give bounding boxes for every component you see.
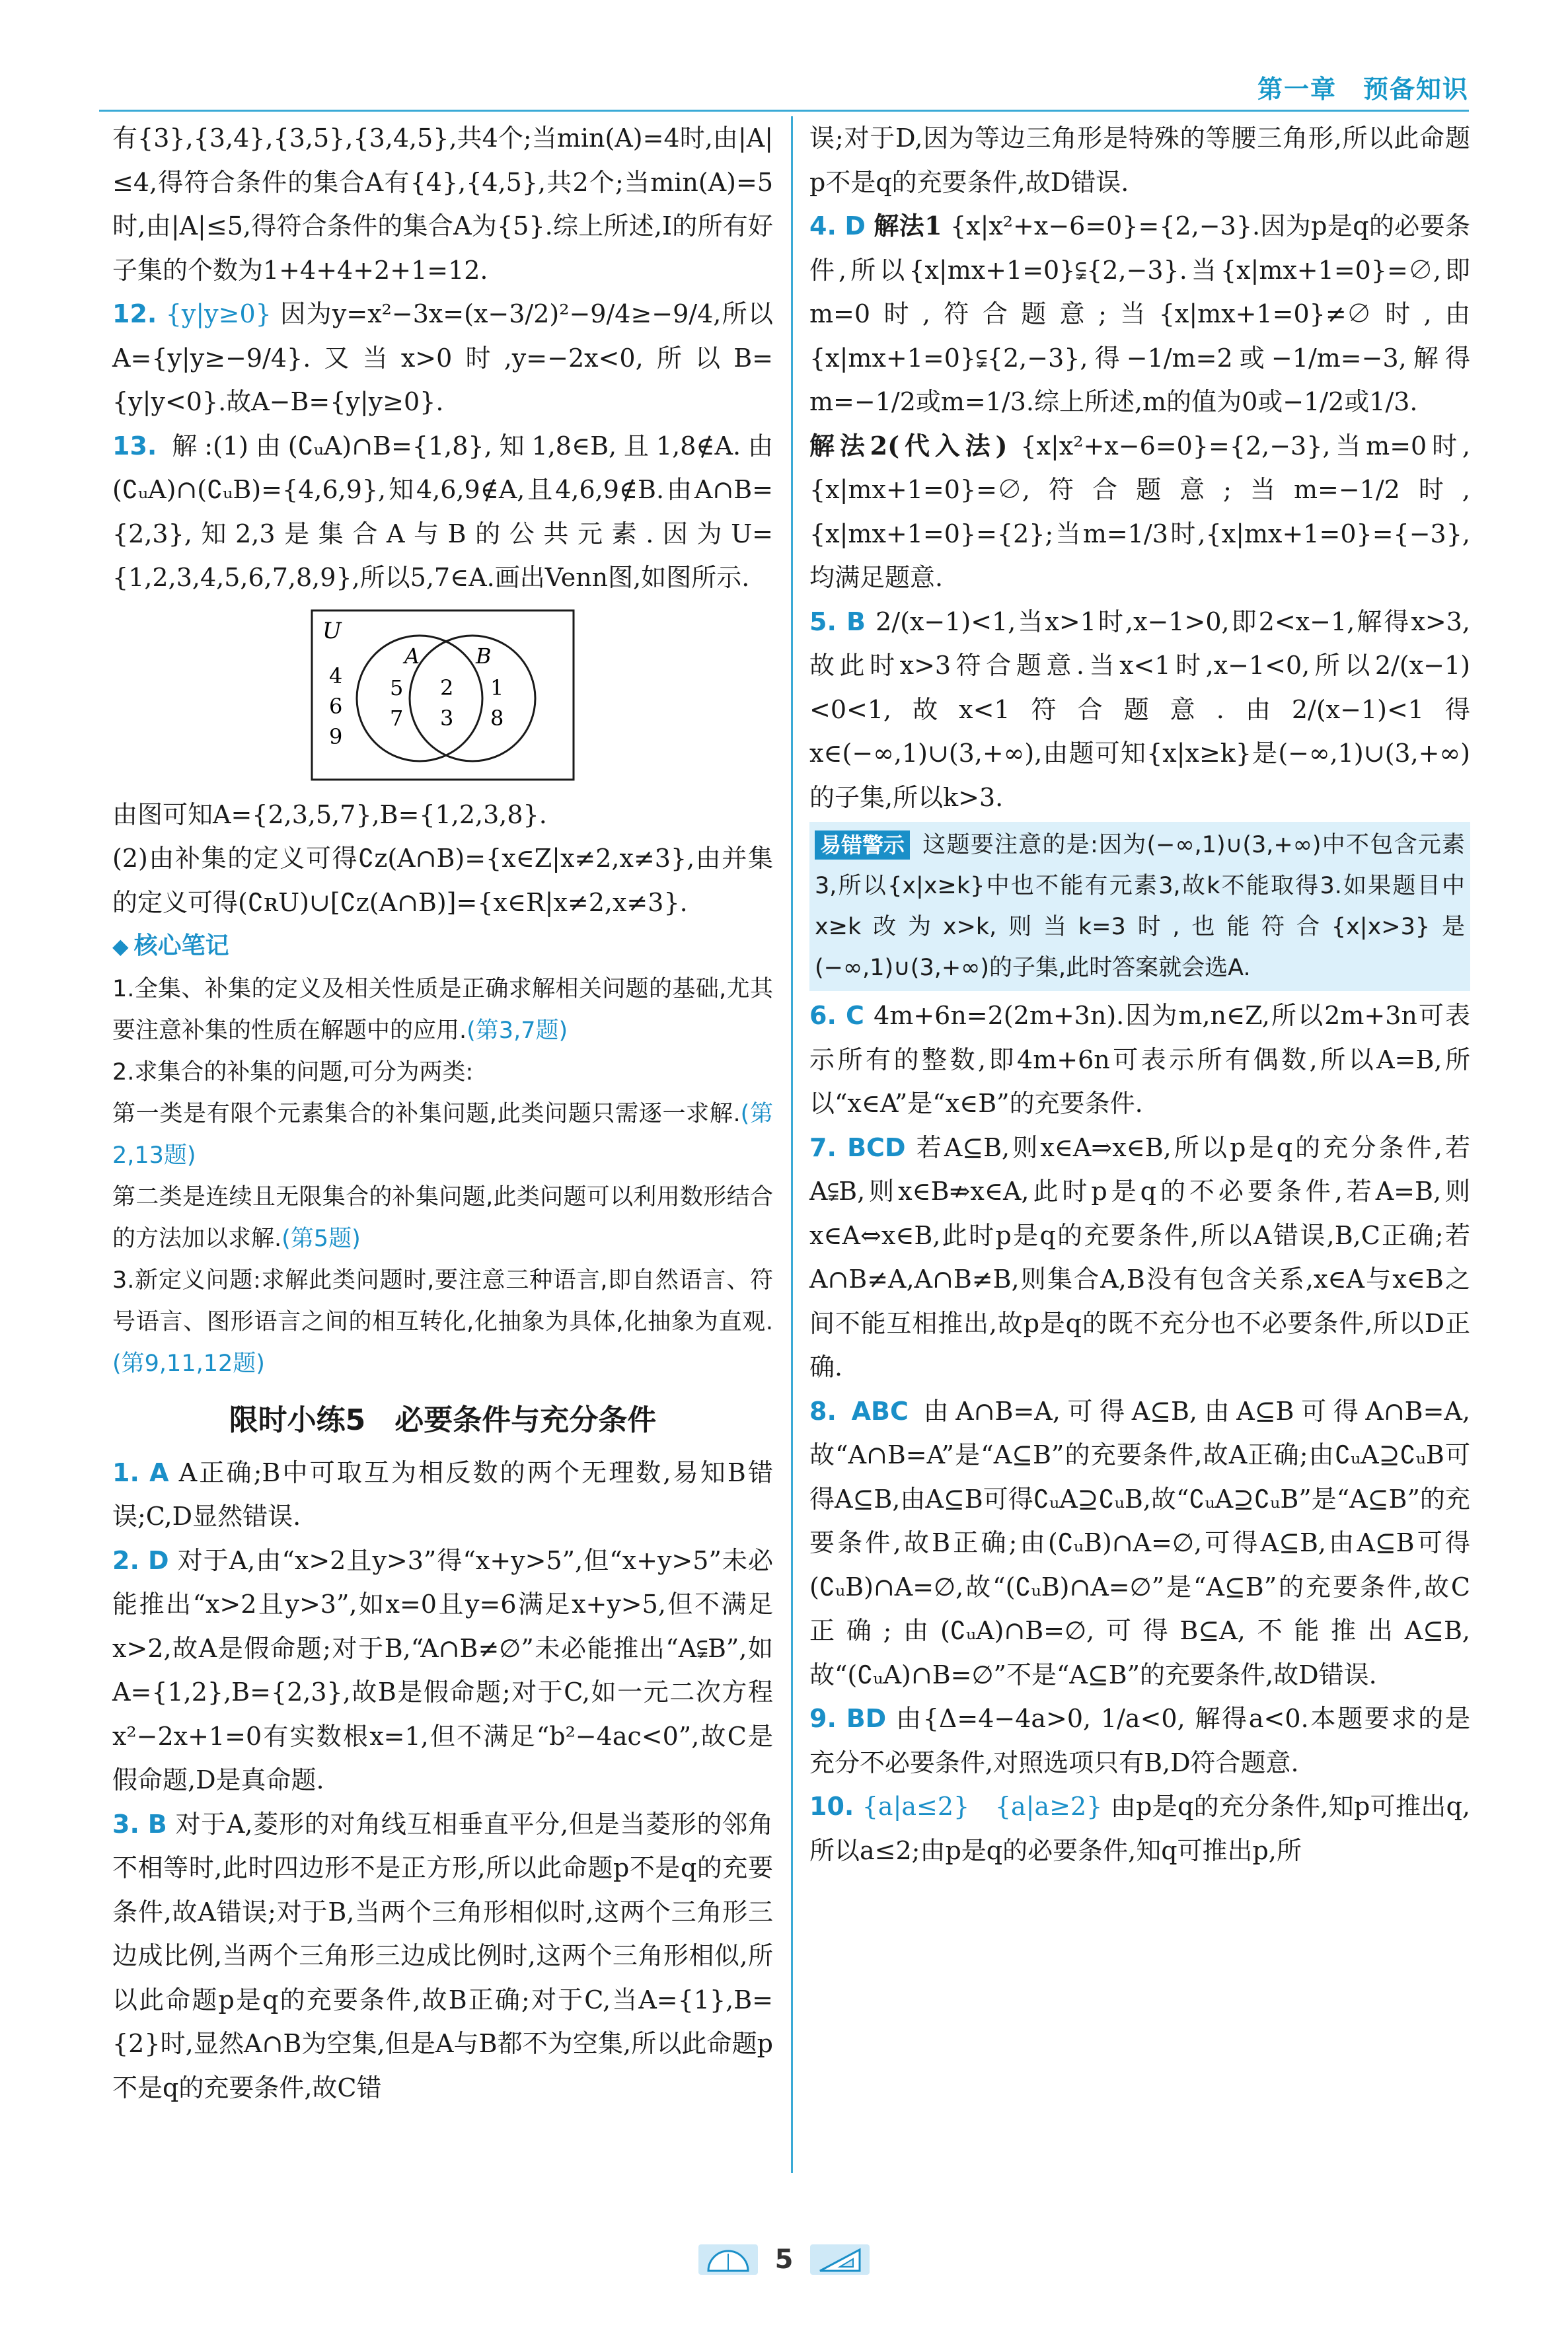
intersection-element: 2 [440,675,454,700]
protractor-icon [698,2244,758,2275]
answer-key: {y|y≥0} [165,299,272,328]
answer-text: 对于A,菱形的对角线互相垂直平分,但是当菱形的邻角不相等时,此时四边形不是正方形,所以此命题p不是q的充要条件,故A错误;对于B,当两个三角形相似时,这两个三角形三边成比例,当两个三角形三边成比例时,这两个三角形相似,所以此命题p是q的充要条件,故B正确;对于C,当A={1},B={2}时,显然A∩B为空集,但是A与B都不为空集,所以此命题p不是q的充要条件,故C错 [112,1809,773,2102]
a-only-element: 5 [390,675,404,700]
a-label: A [404,643,420,669]
note-text: 1.全集、补集的定义及相关性质是正确求解相关问题的基础,尤其要注意补集的性质在解题中的应用. [112,975,773,1044]
mistake-warning-box [809,822,1470,991]
note-ref: (第3,7题) [467,1017,568,1044]
answer-number: 3. [112,1809,139,1839]
answer-key: {a|a≤2} {a|a≥2} [862,1792,1103,1821]
method-label: 解法2(代入法) [809,430,1008,461]
note-text: 第二类是连续且无限集合的补集问题,此类问题可以利用数形结合的方法加以求解. [112,1183,773,1252]
answer-choice: B [147,1809,167,1839]
answer-text: 由p是q的充分条件,知p可推出q,所以a≤2;由p是q的必要条件,知q可推出p,所 [809,1792,1470,1865]
answer-choice: B [846,607,866,636]
b-only-element: 1 [490,675,504,700]
answer-text: {x|x²+x−6=0}={2,−3},当m=0时,{x|mx+1=0}=∅,符合题意;当m=−1/2时,{x|mx+1=0}={2};当m=1/3时,{x|mx+1=0}={−3},均满足题意. [809,431,1470,592]
answer-text: 对于A,由“x>2且y>3”得“x+y>5”,但“x+y>5”未必能推出“x>2且y>3”,如x=0且y=6满足x+y>5,但不满足x>2,故A是假命题;对于B,“A∩B≠∅”未必能推出“A⫋B”,如A={1,2},B={2,3},故B是假命题;对于C,如一元二次方程x²−2x+1=0有实数根x=1,但不满足“b²−4ac<0”,故C是假命题,D是真命题. [112,1545,773,1794]
note-item [112,969,773,1052]
answer-s8 [809,1389,1470,1697]
set-b-circle [410,636,535,761]
answer-number: 4. [809,211,837,240]
note-text: 3.新定义问题:求解此类问题时,要注意三种语言,即自然语言、符号语言、图形语言之间的相互转化,化抽象为具体,化抽象为直观. [112,1267,773,1335]
answer-number: 5. [809,607,837,636]
inequality-1: Δ=4−4a>0, [938,1704,1092,1733]
column-divider [791,116,793,2173]
core-notes-heading [112,924,773,969]
core-notes-body [112,969,773,1385]
b-only-element: 8 [490,705,504,731]
left-column [112,116,773,2173]
page-footer [0,2240,1568,2279]
continued-paragraph: 误;对于D,因为等边三角形是特殊的等腰三角形,所以此命题p不是q的充要条件,故D错误. [809,124,1470,197]
u-label: U [322,617,342,644]
outside-element: 6 [329,693,343,719]
note-item [112,1260,773,1385]
answer-text: 由A∩B=A,可得A⊆B,由A⊆B可得A∩B=A,故“A∩B=A”是“A⊆B”的充要条件,故A正确;由∁ᵤA⊇∁ᵤB可得A⊆B,由A⊆B可得∁ᵤA⊇∁ᵤB,故“∁ᵤA⊇∁ᵤB”是“A⊆B”的充要条件,故B正确;由(∁ᵤB)∩A=∅,可得A⊆B,由A⊆B可得(∁ᵤB)∩A=∅,故“(∁ᵤB)∩A=∅”是“A⊆B”的充要条件,故C正确;由(∁ᵤA)∩B=∅,可得B⊆A,不能推出A⊆B,故“(∁ᵤA)∩B=∅”不是“A⊆B”的充要条件,故D错误. [809,1396,1470,1689]
answer-choice: ABC [851,1396,909,1426]
answer-13-part2: (2)由补集的定义可得∁ᴢ(A∩B)={x∈Z|x≠2,x≠3},由并集的定义可得(∁ʀU)∪[∁ᴢ(A∩B)]={x∈R|x≠2,x≠3}. [112,844,773,917]
warning-text: 这题要注意的是:因为(−∞,1)∪(3,+∞)中不包含元素3,所以{x|x≥k}中也不能有元素3,故k不能取得3.如果题目中x≥k改为x>k,则当k=3时,也能符合{x|x>3}是(−∞,1)∪(3,+∞)的子集,此时答案就会选A. [815,832,1465,981]
answer-choice: D [148,1545,169,1575]
answer-choice: D [844,211,866,240]
page-number: 5 [774,2244,794,2275]
diamond-icon: ◆ [112,934,129,959]
continued-paragraph: 有{3},{3,4},{3,5},{3,4,5},共4个;当min(A)=4时,由|A|≤4,得符合条件的集合A有{4},{4,5},共2个;当min(A)=5时,由|A|≤5,得符合条件的集合A为{5}.综上所述,I的所有好子集的个数为1+4+4+2+1=12. [112,124,773,285]
method-label: 解法1 [874,211,942,240]
answer-number: 8. [809,1396,837,1426]
triangle-ruler-icon [810,2244,870,2275]
answer-number: 9. [809,1704,837,1733]
answer-s3 [112,1802,773,2110]
answer-s2 [112,1539,773,1802]
answer-s7 [809,1126,1470,1389]
b-label: B [476,643,492,669]
note-ref: (第9,11,12题) [112,1350,265,1377]
answer-text: A正确;B中可取互为相反数的两个无理数,易知B错误;C,D显然错误. [112,1458,773,1531]
answer-choice: BD [846,1704,887,1733]
note-item: 2.求集合的补集的问题,可分为两类: [112,1058,474,1086]
answer-choice: C [846,1001,864,1030]
answer-13 [112,424,773,600]
venn-svg [311,609,575,781]
outside-element: 4 [329,663,343,688]
intersection-element: 3 [440,705,454,731]
answer-12 [112,292,773,424]
answer-s9: 9. BD 由{Δ=4−4a>0, 1/a<0, 解得a<0.本题要求的是充分不必要条件,对照选项只有B,D符合题意. [809,1704,1470,1777]
right-column [809,116,1470,2173]
answer-number: 10. [809,1792,854,1821]
venn-conclusion: 由图可知A={2,3,5,7},B={1,2,3,8}. [112,799,547,829]
answer-text: 解得a<0.本题要求的是充分不必要条件,对照选项只有B,D符合题意. [809,1704,1470,1777]
section-title: 限时小练5 必要条件与充分条件 [229,1403,657,1437]
answer-text: 因为y=x²−3x=(x−3/2)²−9/4≥−9/4,所以A={y|y≥−9/4}.又当x>0时,y=−2x<0,所以B={y|y<0}.故A−B={y|y≥0}. [112,299,773,416]
answer-text: {x|x²+x−6=0}={2,−3}.因为p是q的必要条件,所以{x|mx+1=0}⫋{2,−3}.当{x|mx+1=0}=∅,即m=0时,符合题意;当{x|mx+1=0}≠∅时,由{x|mx+1=0}⫋{2,−3},得−1/m=2或−1/m=−3,解得m=−1/2或m=1/3.综上所述,m的值为0或−1/2或1/3. [809,211,1470,416]
answer-text: 2/(x−1)<1,当x>1时,x−1>0,即2<x−1,解得x>3,故此时x>3符合题意.当x<1时,x−1<0,所以2/(x−1)<0<1,故x<1符合题意.由2/(x−1)<1得x∈(−∞,1)∪(3,+∞),由题可知{x|x≥k}是(−∞,1)∪(3,+∞)的子集,所以k>3. [809,607,1470,812]
answer-s10 [809,1785,1470,1872]
answer-text: 若A⊆B,则x∈A⇒x∈B,所以p是q的充分条件,若A⫋B,则x∈B⇏x∈A,此时p是q的不必要条件,若A=B,则x∈A⇔x∈B,此时p是q的充要条件,所以A错误,B,C正确;若A∩B≠A,A∩B≠B,则集合A,B没有包含关系,x∈A与x∈B之间不能互相推出,故p是q的既不充分也不必要条件,所以D正确. [809,1132,1470,1382]
answer-s6 [809,994,1470,1126]
answer-number: 1. [112,1458,139,1487]
answer-number: 12. [112,299,157,328]
answer-number: 7. [809,1132,837,1162]
venn-diagram [112,609,773,788]
a-only-element: 7 [390,705,404,731]
note-ref: (第2,13题) [112,1100,773,1169]
core-notes-title: 核心笔记 [133,932,229,959]
answer-text: 4m+6n=2(2m+3n).因为m,n∈Z,所以2m+3n可表示所有的整数,即4m+6n可表示所有偶数,所以A=B,所以“x∈A”是“x∈B”的充要条件. [809,1001,1470,1118]
note-text: 第一类是有限个元素集合的补集问题,此类问题只需逐一求解. [112,1100,741,1127]
warning-tag: 易错警示 [815,830,910,860]
answer-s4 [809,204,1470,424]
header-rule [99,110,1469,112]
chapter-header: 第一章 预备知识 [1257,75,1469,104]
inequality-2: 1/a<0, [1100,1704,1185,1733]
answer-choice: BCD [847,1132,906,1162]
outside-element: 9 [329,723,343,749]
answer-choice: A [149,1458,169,1487]
answer-number: 6. [809,1001,837,1030]
answer-number: 13. [112,431,157,461]
answer-text: 解:(1)由(∁ᵤA)∩B={1,8},知1,8∈B,且1,8∉A.由(∁ᵤA)∩(∁ᵤB)={4,6,9},知4,6,9∉A,且4,6,9∉B.由A∩B={2,3},知2,3是集合A与B的公共元素.因为U={1,2,3,4,5,6,7,8,9},所以5,7∈A.画出Venn图,如图所示. [112,431,773,592]
note-ref: (第5题) [281,1225,361,1252]
note-item [112,1177,773,1260]
answer-s1 [112,1451,773,1539]
note-item [112,1093,773,1177]
answer-number: 2. [112,1545,139,1575]
answer-s4-method2 [809,424,1470,600]
answer-s5 [809,600,1470,820]
